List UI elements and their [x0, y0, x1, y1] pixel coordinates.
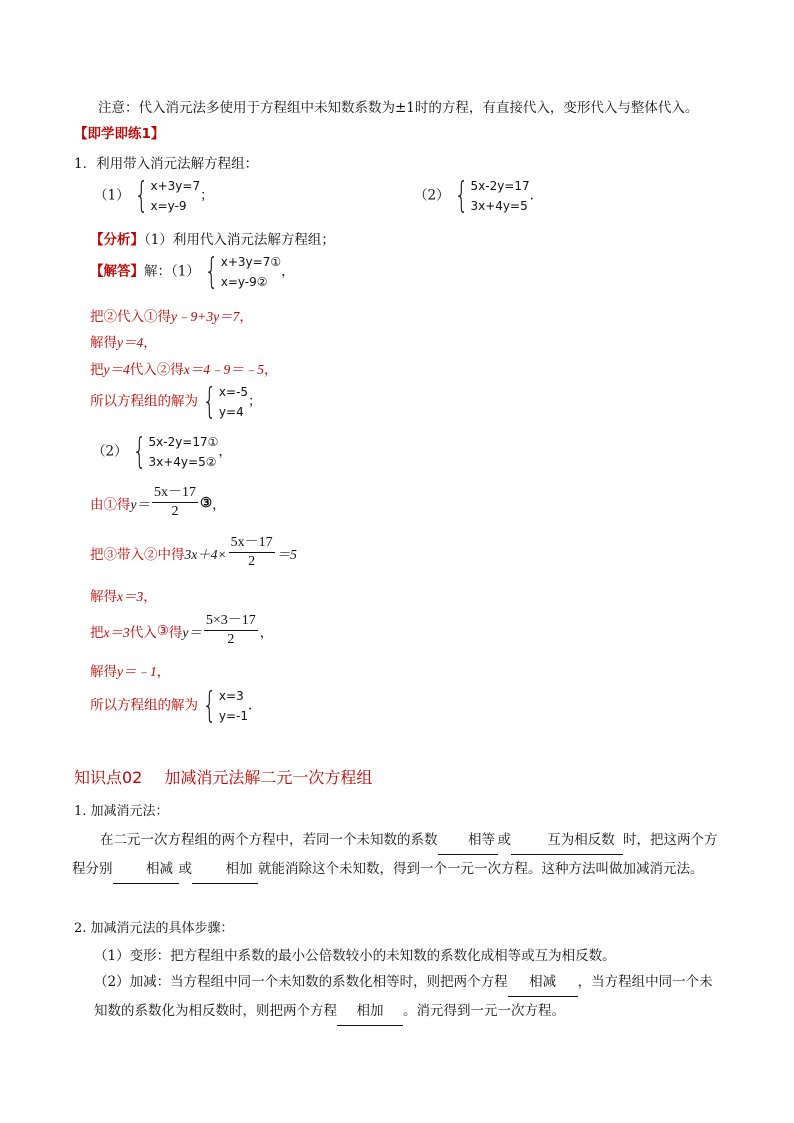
equation: x=3 [218, 689, 244, 703]
section-heading [74, 765, 372, 788]
equation-system [198, 382, 248, 422]
analysis-line [90, 228, 335, 248]
text: ③ [200, 494, 213, 511]
answer-tag: 【解答】 [90, 263, 144, 280]
paragraph [72, 826, 722, 884]
math-expression: y＝4 [117, 335, 144, 350]
note-text: 注意：代入消元法多使用于方程组中未知数系数为±1时的方程，有直接代入，变形代入与整体代入。 [98, 100, 699, 116]
text: （2） [92, 443, 128, 460]
step-text: （1）变形：把方程组中系数的最小公倍数较小的未知数的系数化成相等或互为相反数。 [94, 948, 616, 964]
numerator: 5×3－17 [204, 612, 258, 631]
denominator: 2 [171, 504, 179, 519]
text: 时，把这两个方程分别 [72, 832, 718, 877]
solution-step [90, 331, 157, 351]
math-expression: y＝ [130, 496, 150, 512]
text: 在二元一次方程组的两个方程中，若同一个未知数的系数 [100, 832, 438, 848]
math-expression: x＝3 [117, 589, 144, 604]
text: ， [143, 335, 157, 351]
equation-system [198, 686, 248, 726]
list-item: 1. 加减消元法： [74, 804, 169, 819]
text: 或 [178, 861, 192, 877]
text: 把③带入②中得 [90, 546, 185, 563]
brace-icon: { [204, 251, 219, 292]
text: ， [239, 309, 253, 325]
list-item: 2. 加减消元法的具体步骤： [74, 921, 234, 936]
numerator: 5x－17 [229, 534, 275, 553]
text: 所以方程组的解为 [90, 393, 198, 410]
fraction [204, 612, 258, 649]
equation: x+3y=7① [220, 255, 282, 269]
text: 代入 [129, 624, 157, 641]
text: 把 [90, 309, 104, 325]
solution-step [90, 534, 297, 571]
text: ， [143, 589, 157, 605]
math-expression: y＝ [182, 624, 202, 640]
text: ③ [156, 622, 169, 639]
fill-blank: 相减 [508, 968, 578, 997]
text: 代入 [117, 309, 144, 325]
text: 代入 [129, 362, 157, 378]
section-title: 加减消元法解二元一次方程组 [164, 768, 373, 787]
equation: y=4 [218, 405, 244, 419]
solution-step [90, 305, 253, 325]
brace-icon: { [134, 175, 148, 216]
fraction [152, 484, 198, 521]
math-expression: y﹣9+3y＝7 [171, 309, 240, 324]
punctuation: ； [248, 393, 262, 410]
text: 解得 [90, 664, 117, 680]
text: ， [264, 362, 278, 378]
math-expression: x＝4﹣9＝﹣5 [183, 362, 264, 377]
solution-step [92, 432, 232, 472]
text: 就能消除这个未知数，得到一个一元一次方程。这种方法叫做加减消元法。 [258, 861, 704, 877]
equation: 3x+4y=5 [470, 199, 528, 213]
equation: x=y-9② [220, 275, 268, 289]
part-1-label: （1） [94, 187, 130, 204]
equation-system [200, 252, 281, 292]
fraction [229, 534, 275, 571]
math-expression: ＝5 [276, 546, 297, 562]
equation: 5x-2y=17① [148, 435, 219, 449]
text: ① [144, 309, 158, 325]
punctuation: . [529, 187, 534, 204]
denominator: 2 [227, 632, 235, 647]
math-expression: y＝﹣1 [117, 664, 157, 679]
solution-step [90, 686, 252, 726]
text: 得 [157, 309, 171, 325]
analysis-text: （1）利用代入消元法解方程组； [144, 232, 335, 248]
text: ， [156, 664, 171, 680]
text: 或 [497, 832, 511, 848]
part-2-label: （2） [414, 187, 450, 204]
brace-icon: { [454, 175, 468, 216]
solution-step [90, 358, 278, 378]
text: （2）加减：当方程组中同一个未知数的系数化相等时，则把两个方程 [94, 974, 508, 990]
text: 把 [90, 362, 104, 378]
practice-title [74, 122, 164, 142]
math-expression: x＝3 [103, 624, 130, 640]
punctuation: ； [200, 187, 214, 204]
equation: x=y-9 [150, 199, 187, 213]
question-part-2 [414, 176, 534, 216]
brace-icon: { [132, 431, 146, 472]
text: 把 [90, 624, 104, 641]
solution-step [90, 585, 157, 605]
math-expression: y＝4 [103, 362, 130, 377]
punctuation: . [248, 697, 253, 714]
equation: y=-1 [218, 709, 249, 723]
text: 所以方程组的解为 [90, 697, 198, 714]
fill-blank: 互为相反数 [511, 826, 623, 855]
fill-blank: 相加 [337, 997, 403, 1026]
text: 解得 [90, 335, 117, 351]
text: ，当方程组中同一个未知数的系数化为相反数时，则把两个方程 [94, 974, 713, 1019]
text: 得 [170, 362, 184, 378]
solution-step [90, 382, 262, 422]
text: ， [259, 624, 274, 641]
math-expression: 3x＋4× [184, 546, 227, 562]
equation: 5x-2y=17 [470, 179, 530, 193]
paragraph [94, 968, 724, 1026]
text: 得 [168, 624, 183, 641]
question-part-1 [94, 176, 214, 216]
denominator: 2 [248, 554, 256, 569]
question-stem: 1．利用带入消元法解方程组： [74, 156, 259, 172]
fill-blank: 相加 [192, 855, 258, 884]
text: 由①得 [90, 496, 131, 513]
equation-system [450, 176, 530, 216]
text: ， [212, 496, 226, 513]
brace-icon: { [202, 381, 217, 422]
punctuation: ， [218, 443, 232, 460]
text: 。消元得到一元一次方程。 [403, 1003, 565, 1019]
section-number: 知识点02 [74, 768, 143, 787]
equation-system [130, 176, 201, 216]
text: ② [103, 309, 117, 325]
solution-step [90, 484, 226, 521]
fill-blank: 相减 [113, 855, 179, 884]
punctuation: ， [281, 263, 295, 280]
text: 解得 [90, 589, 117, 605]
fill-blank: 相等 [438, 826, 498, 855]
numerator: 5x－17 [152, 484, 198, 503]
equation-system [128, 432, 219, 472]
solution-step [90, 612, 273, 649]
text: ② [156, 362, 171, 378]
analysis-tag: 【分析】 [90, 232, 144, 248]
answer-line [90, 252, 295, 292]
practice-title-text: 【即学即练1】 [74, 126, 165, 142]
brace-icon: { [202, 685, 217, 726]
equation: x+3y=7 [150, 179, 201, 193]
equation: x=-5 [218, 385, 249, 399]
solution-step [90, 660, 170, 680]
equation: 3x+4y=5② [148, 455, 217, 469]
answer-lead: 解：（1） [144, 263, 200, 280]
